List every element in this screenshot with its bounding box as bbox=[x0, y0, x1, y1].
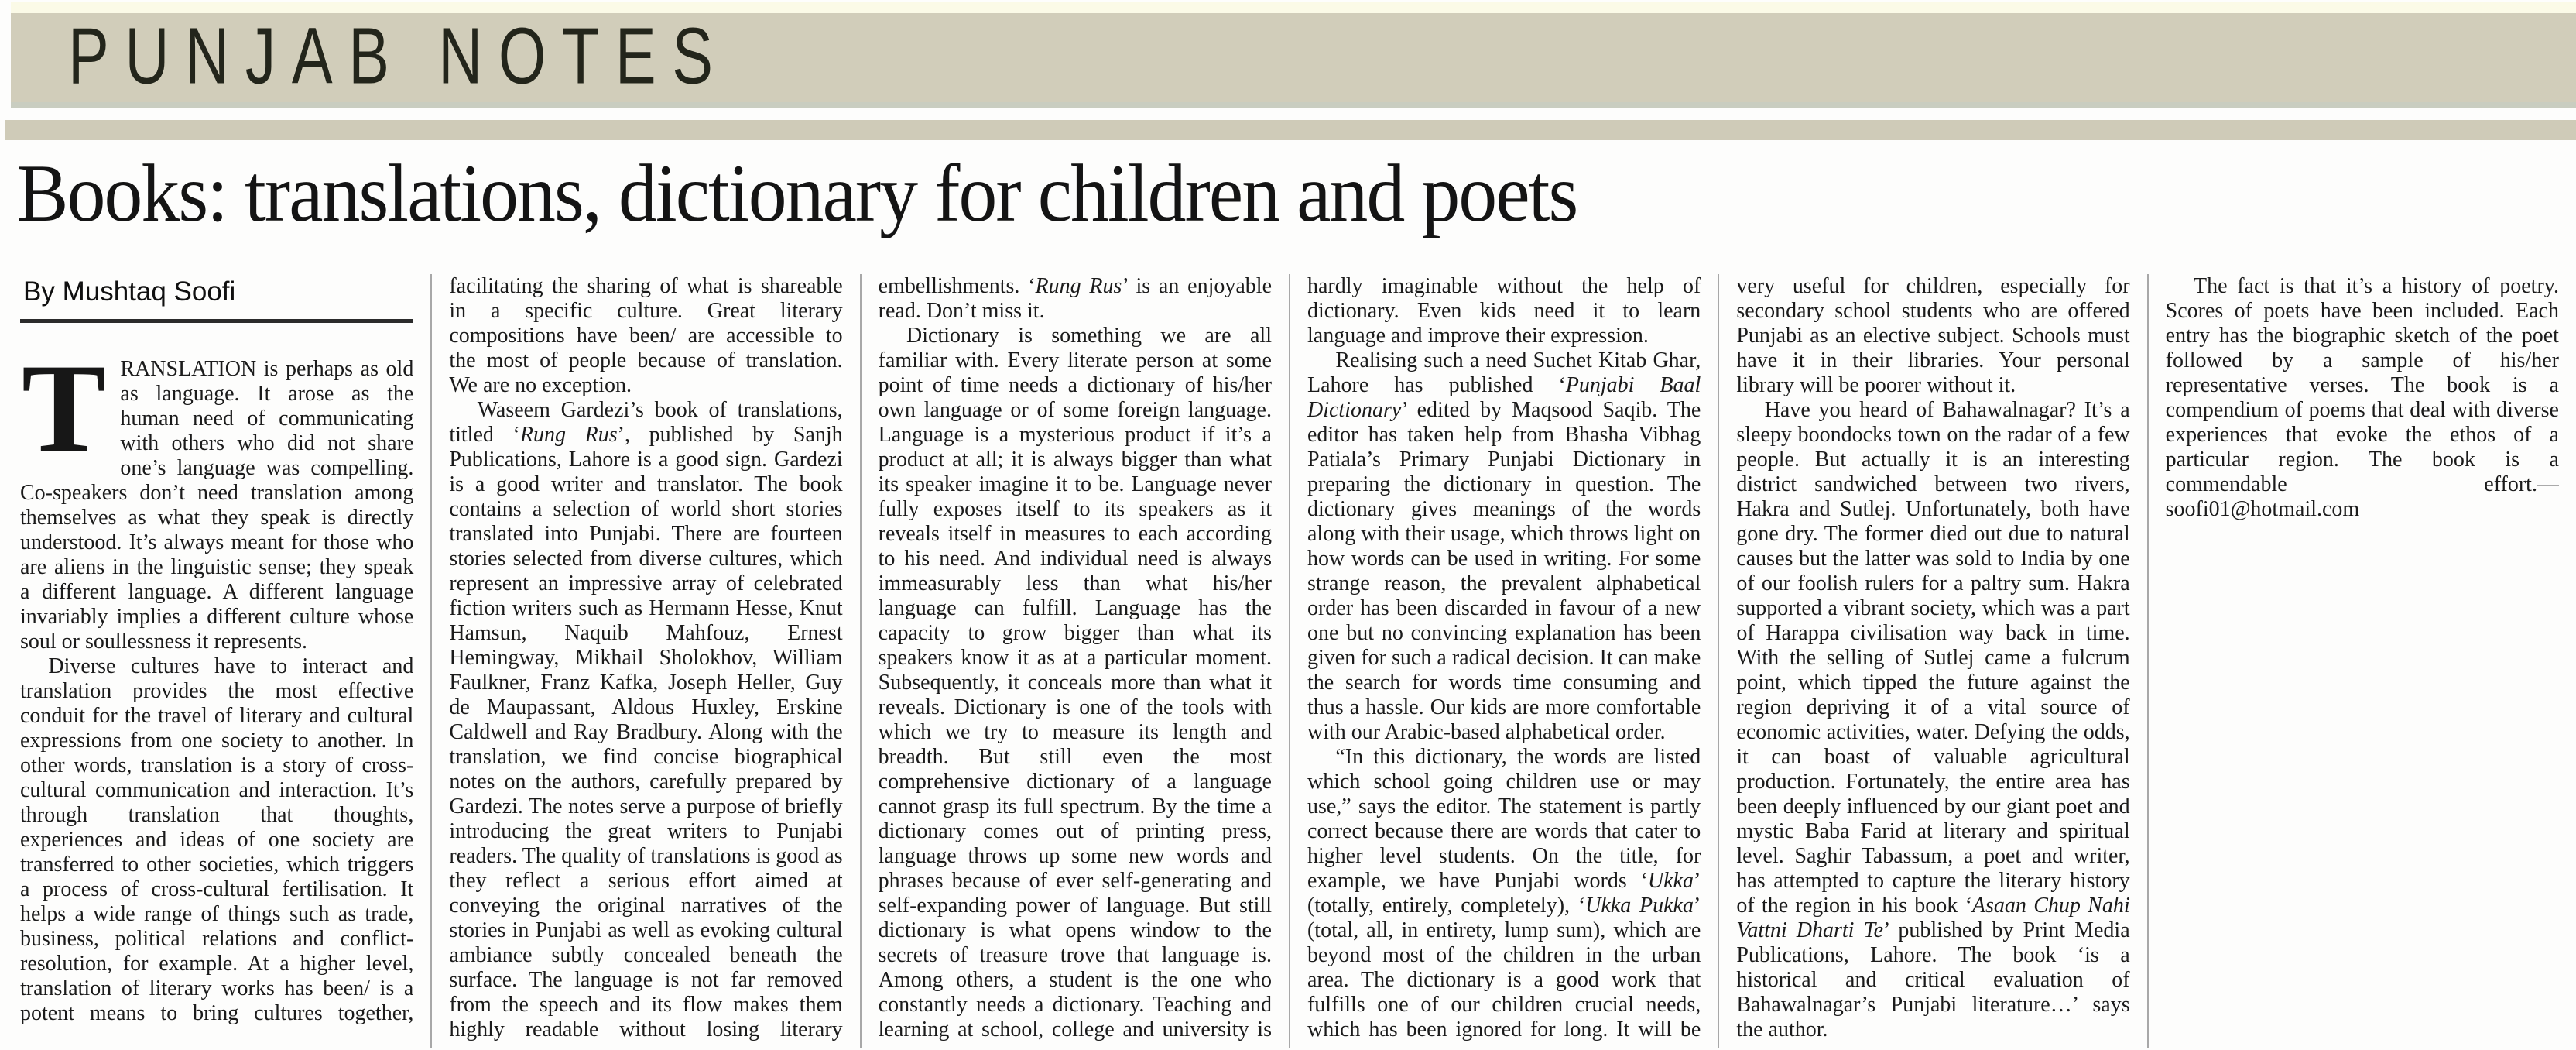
article-paragraph: Dictionary is something we are all familiar with. Every literate person at some point of time needs a dictionary of his/her own language or of some foreign language. Language is a mysterious product if it’s a product at all; it is always bigger than what its speaker imagine it to be. Language never fully exposes itself to its speakers as it reveals itself in measures to each according to his need. And individual need is always immeasurably less than what his/her language can fulfill. Language has the capacity to grow bigger than what its speakers know it as at a particular moment. Subsequently, it conceals more than what it reveals. Dictionary is one of the tools with which we try to measure its length and breadth. But still even the most comprehensive dictionary of a language cannot grasp its full spectrum. By the time a dictionary comes out of printing press, language throws up some new words and phrases because of ever self-generating and self-expanding power of language. But still dictionary is what opens window to the secrets of treasure trove that language is. Among others, a student is the one who constantly needs a dictionary. Teaching and learning at school, college and university is hardly imaginable without the help of dictionary. Even kids need it to learn language and improve their expression. bbox=[878, 274, 1701, 1041]
article-paragraph: The fact is that it’s a history of poetry. Scores of poets have been included. Each entry has the biographic sketch of the poet followed by a sample of his/her representative verses. The book is a compendium of poems that deal with diverse experiences that evoke the ethos of a particular region. The book is a commendable effort.—soofi01@hotmail.com bbox=[2165, 274, 2559, 521]
section-banner bbox=[11, 13, 2576, 108]
article-paragraph: “In this dictionary, the words are listed which school going children use or may use,” says the editor. The statement is partly correct because there are words that cater to higher level students. On the title, for example, we have Punjabi words ‘Ukka’ (totally, entirely, completely), ‘Ukka Pukka’ (total, all, in entirety, lump sum), which are beyond most of the children in the urban area. The dictionary is a good work that fulfills one of our children crucial needs, which has been ignored for long. It will be very useful for children, especially for secondary school students who are offered Punjabi as an elective subject. Schools must have it in their libraries. Your personal library will be poorer without it. bbox=[1307, 274, 2130, 1041]
article-paragraph: Diverse cultures have to interact and translation provides the most effective conduit for the travel of literary and cultural expressions from one society to another. In other words, translation is a story of cross-cultural communication and interaction. It’s through translation that thoughts, experiences and ideas of one society are transferred to other societies, which triggers a process of cross-cultural fertilisation. It helps a wide range of things such as trade, business, political relations and conflict- resolution, for example. At a higher level, translation of literary works has been/ is a potent means to bring cultures together, facilitating the sharing of what is shareable in a specific culture. Great literary compositions have been/ are accessible to the most of people because of translation. We are no exception. bbox=[20, 274, 843, 1025]
article-paragraph: Have you heard of Bahawalnagar? It’s a sleepy boondocks town on the radar of a few people. But actually it is an interesting district sandwiched between two rivers, Hakra and Sutlej. Unfortunately, both have gone dry. The former died out due to natural causes but the latter was sold to India by one of our foolish rulers for a paltry sum. Hakra supported a vibrant society, which was a part of Harappa civilisation way back in time. With the selling of Sutlej came a fulcrum point, which tipped the future against the region depriving it of a vital source of economic activities, water. Defying the odds, it can boast of valuable agricultural production. Fortunately, the entire area has been deeply influenced by our giant poet and mystic Baba Farid at literary and spiritual level. Saghir Tabassum, a poet and writer, has attempted to capture the literary history of the region in his book ‘Asaan Chup Nahi Vattni Dharti Te’ published by Print Media Publications, Lahore. The book ‘is a historical and critical evaluation of Bahawalnagar’s Punjabi literature…’ says the author. bbox=[1736, 398, 2130, 1041]
article-paragraph: Waseem Gardezi’s book of translations, titled ‘Rung Rus’, published by Sanjh Publications, Lahore is a good sign. Gardezi is a good writer and translator. The book contains a selection of world short stories translated into Punjabi. There are fourteen stories selected from diverse cultures, which represent an impressive array of celebrated fiction writers such as Hermann Hesse, Knut Hamsun, Naquib Mahfouz, Ernest Hemingway, Mikhail Sholokhov, William Faulkner, Franz Kafka, Joseph Heller, Guy de Maupassant, Aldous Huxley, Erskine Caldwell and Ray Bradbury. Along with the translation, we find concise biographical notes on the authors, carefully prepared by Gardezi. The notes serve a purpose of briefly introducing the great writers to Punjabi readers. The quality of translations is good as they reflect a serious effort aimed at conveying the original narratives of the stories in Punjabi as well as evoking cultural ambiance subtly concealed beneath the surface. The language is not far removed from the speech and its flow makes them highly readable without losing literary embellishments. ‘Rung Rus’ is an enjoyable read. Don’t miss it. bbox=[449, 274, 1272, 1041]
byline bbox=[20, 274, 413, 323]
article-columns bbox=[20, 274, 2559, 1048]
article-paragraph: TRANSLATION is perhaps as old as language. It arose as the human need of communicating with others who did not share one’s language was compelling. Co-speakers don’t need translation among themselves as what they speak is directly understood. It’s always meant for those who are aliens in the linguistic sense; they speak a different language. A different language invariably implies a different culture whose soul or soullessness it represents. bbox=[20, 338, 414, 654]
section-masthead: PUNJAB NOTES bbox=[68, 12, 729, 101]
drop-cap: T bbox=[22, 338, 107, 479]
second-tan-strip bbox=[5, 120, 2576, 140]
article-headline: Books: translations, dictionary for children and poets bbox=[17, 148, 1577, 238]
byline-text: By Mushtaq Soofi bbox=[23, 276, 236, 307]
article-paragraph: Realising such a need Suchet Kitab Ghar, Lahore has published ‘Punjabi Baal Dictionary’ edited by Maqsood Saqib. The editor has taken help from Bhasha Vibhag Patiala’s Primary Punjabi Dictionary in preparing the dictionary in question. The dictionary gives meanings of the words along with their usage, which throws light on how words can be used in writing. For some strange reason, the prevalent alphabetical order has been discarded in favour of a new one but no convincing explanation has been given for such a radical decision. It can make the search for words time consuming and thus a hassle. Our kids are more comfortable with our Arabic-based alphabetical order. bbox=[1307, 348, 1701, 744]
